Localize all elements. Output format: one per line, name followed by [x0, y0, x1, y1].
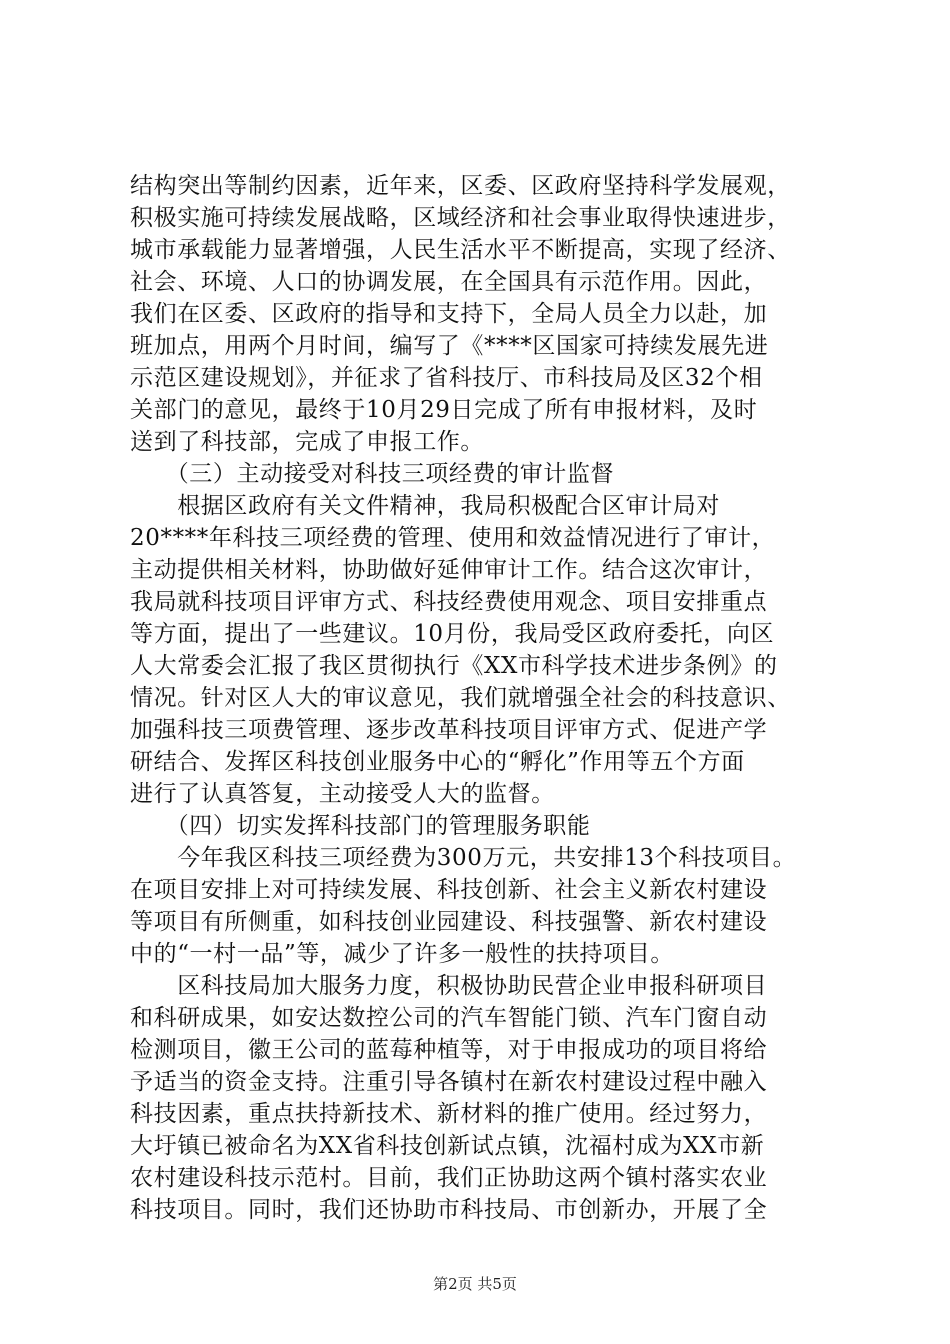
text-line: 今年我区科技三项经费为300万元，共安排13个科技项目。 — [130, 845, 797, 871]
text-line: 农村建设科技示范村。目前，我们正协助这两个镇村落实农业 — [130, 1165, 768, 1191]
text-line: 等项目有所侧重，如科技创业园建设、科技强警、新农村建设 — [130, 909, 768, 935]
text-line: 加强科技三项费管理、逐步改革科技项目评审方式、促进产学 — [130, 717, 768, 743]
text-line: 在项目安排上对可持续发展、科技创新、社会主义新农村建设 — [130, 877, 768, 903]
text-line: 和科研成果，如安达数控公司的汽车智能门锁、汽车门窗自动 — [130, 1005, 768, 1031]
text-line: 科技项目。同时，我们还协助市科技局、市创新办，开展了全 — [130, 1197, 768, 1223]
text-line: 进行了认真答复，主动接受人大的监督。 — [130, 781, 555, 807]
text-line: 主动提供相关材料，协助做好延伸审计工作。结合这次审计， — [130, 557, 768, 583]
text-line: 社会、环境、人口的协调发展，在全国具有示范作用。因此， — [130, 269, 768, 295]
text-line: 区科技局加大服务力度，积极协助民营企业申报科研项目 — [130, 973, 768, 999]
text-line: 予适当的资金支持。注重引导各镇村在新农村建设过程中融入 — [130, 1069, 768, 1095]
text-line: 等方面，提出了一些建议。10月份，我局受区政府委托，向区 — [130, 621, 775, 647]
text-line: （三）主动接受对科技三项经费的审计监督 — [130, 461, 615, 487]
text-line: 中的“一村一品”等，减少了许多一般性的扶持项目。 — [130, 941, 674, 967]
text-line: 研结合、发挥区科技创业服务中心的“孵化”作用等五个方面 — [130, 749, 745, 775]
text-line: 送到了科技部，完成了申报工作。 — [130, 429, 484, 455]
text-line: 情况。针对区人大的审议意见，我们就增强全社会的科技意识、 — [130, 685, 791, 711]
text-line: 大圩镇已被命名为XX省科技创新试点镇，沈福村成为XX市新 — [130, 1133, 765, 1159]
text-line: 示范区建设规划》，并征求了省科技厅、市科技局及区32个相 — [130, 365, 763, 391]
document-body — [130, 170, 830, 1226]
text-line: 检测项目，徽王公司的蓝莓种植等，对于申报成功的项目将给 — [130, 1037, 768, 1063]
text-line: 积极实施可持续发展战略，区域经济和社会事业取得快速进步， — [130, 205, 791, 231]
text-line: 城市承载能力显著增强，人民生活水平不断提高，实现了经济、 — [130, 237, 791, 263]
text-line: 关部门的意见，最终于10月29日完成了所有申报材料，及时 — [130, 397, 758, 423]
text-line: 人大常委会汇报了我区贯彻执行《XX市科学技术进步条例》的 — [130, 653, 778, 679]
text-line: 我局就科技项目评审方式、科技经费使用观念、项目安排重点 — [130, 589, 768, 615]
text-line: 我们在区委、区政府的指导和支持下，全局人员全力以赴，加 — [130, 301, 768, 327]
page-footer: 第2页 共5页 — [433, 1275, 517, 1293]
text-line: 根据区政府有关文件精神，我局积极配合区审计局对 — [130, 493, 720, 519]
text-line: （四）切实发挥科技部门的管理服务职能 — [130, 813, 591, 839]
text-line: 20****年科技三项经费的管理、使用和效益情况进行了审计， — [130, 525, 776, 551]
text-line: 结构突出等制约因素，近年来，区委、区政府坚持科学发展观， — [130, 173, 791, 199]
text-line: 科技因素，重点扶持新技术、新材料的推广使用。经过努力， — [130, 1101, 768, 1127]
text-line: 班加点，用两个月时间，编写了《****区国家可持续发展先进 — [130, 333, 769, 359]
